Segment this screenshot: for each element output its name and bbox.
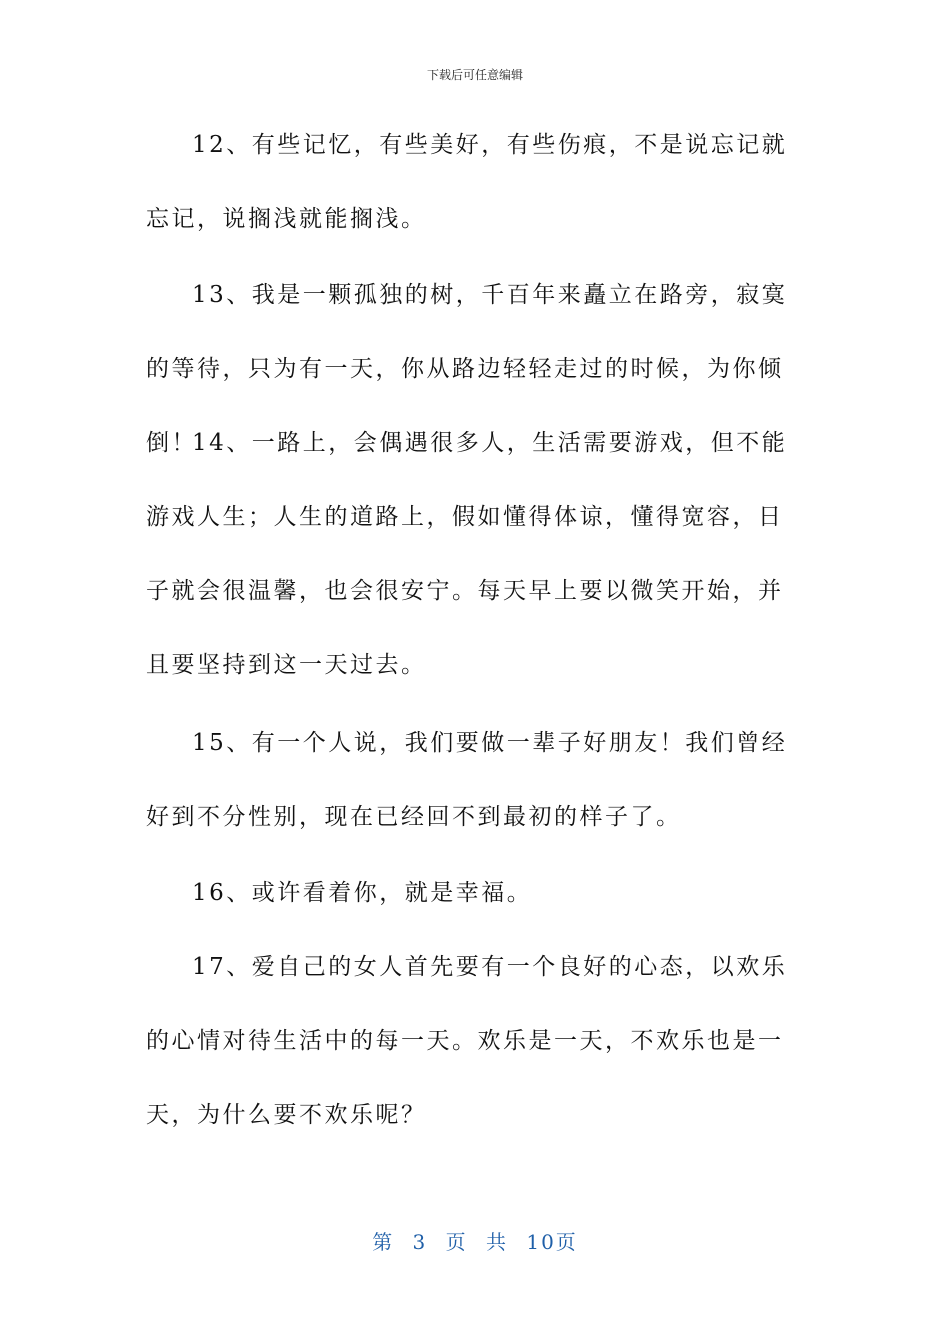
paragraph-13: 13、我是一颗孤独的树，千百年来矗立在路旁，寂寞的等待，只为有一天，你从路边轻轻走过的时候，为你倾倒！ <box>146 282 788 456</box>
paragraph-12: 12、有些记忆，有些美好，有些伤痕，不是说忘记就忘记，说搁浅就能搁浅。 <box>146 132 788 232</box>
page-number-footer: 第 3 页 共 10页 <box>372 1230 578 1254</box>
paragraph-17: 17、爱自己的女人首先要有一个良好的心态，以欢乐的心情对待生活中的每一天。欢乐是一天，不欢乐也是一天，为什么要不欢乐呢？ <box>146 954 788 1128</box>
paragraph-15: 15、有一个人说，我们要做一辈子好朋友！我们曾经好到不分性别，现在已经回不到最初的样子了。 <box>146 730 788 830</box>
paragraph-16: 16、或许看着你，就是幸福。 <box>192 880 533 906</box>
paragraph-14: 14、一路上，会偶遇很多人，生活需要游戏，但不能游戏人生；人生的道路上，假如懂得体谅，懂得宽容，日子就会很温馨，也会很安宁。每天早上要以微笑开始，并且要坚持到这一天过去。 <box>146 430 788 678</box>
header-note: 下载后可任意编辑 <box>426 68 523 82</box>
